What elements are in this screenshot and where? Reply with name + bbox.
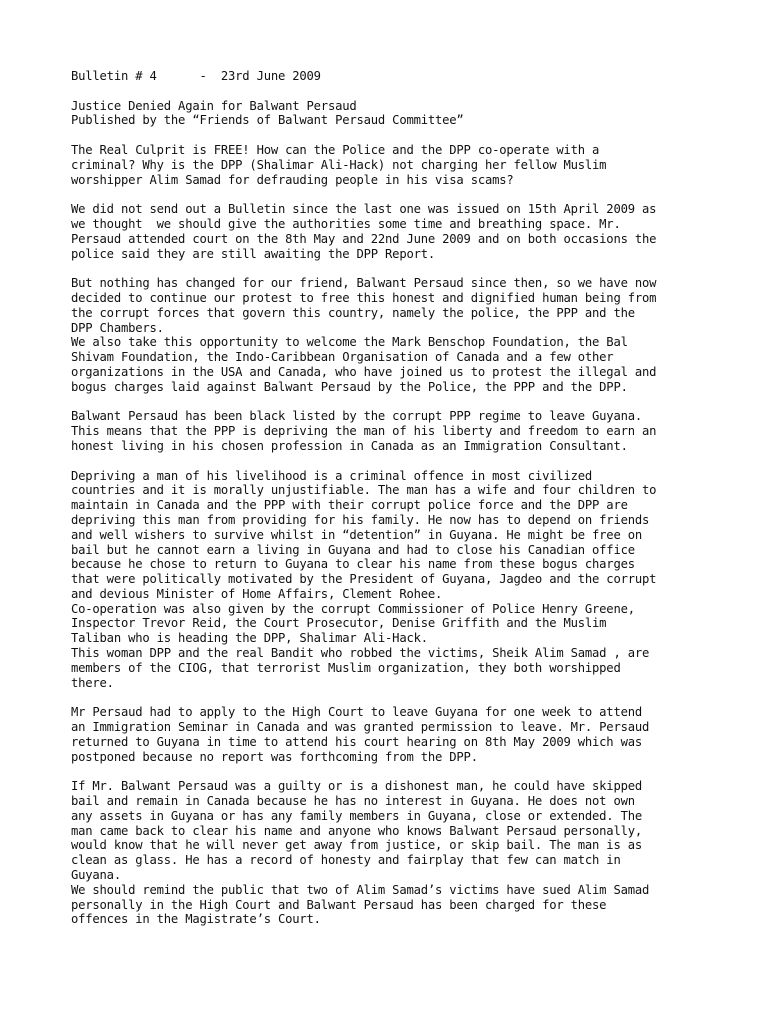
text-line: the corrupt forces that govern this country, namely the police, the PPP and the bbox=[71, 305, 635, 320]
text-line: offences in the Magistrate’s Court. bbox=[71, 912, 321, 927]
text-line: bogus charges laid against Balwant Persaud by the Police, the PPP and the DPP. bbox=[71, 379, 628, 394]
text-line: The Real Culprit is FREE! How can the Police and the DPP co-operate with a bbox=[71, 142, 600, 157]
paragraph-gap bbox=[71, 84, 731, 99]
text-line: clean as glass. He has a record of honesty and fairplay that few can match in bbox=[71, 853, 621, 868]
document-title: Justice Denied Again for Balwant Persaud bbox=[71, 98, 357, 113]
text-line: personally in the High Court and Balwant Persaud has been charged for these bbox=[71, 897, 607, 912]
text-line: Balwant Persaud has been black listed by the corrupt PPP regime to leave Guyana. bbox=[71, 409, 642, 424]
paragraph-7 bbox=[71, 779, 731, 927]
text-line: We should remind the public that two of Alim Samad’s victims have sued Alim Samad bbox=[71, 882, 650, 897]
text-line: because he chose to return to Guyana to clear his name from these bogus charges bbox=[71, 557, 635, 572]
text-line: returned to Guyana in time to attend his court hearing on 8th May 2009 which was bbox=[71, 734, 642, 749]
paragraph-2 bbox=[71, 202, 731, 261]
text-line: and devious Minister of Home Affairs, Clement Rohee. bbox=[71, 586, 443, 601]
paragraph-5 bbox=[71, 469, 731, 691]
paragraph-gap bbox=[71, 128, 731, 143]
text-line: that were politically motivated by the President of Guyana, Jagdeo and the corrupt bbox=[71, 572, 657, 587]
text-line: organizations in the USA and Canada, who have joined us to protest the illegal and bbox=[71, 364, 657, 379]
text-line: would know that he will never get away from justice, or skip bail. The man is as bbox=[71, 838, 642, 853]
paragraph-6 bbox=[71, 705, 731, 764]
text-line: DPP Chambers. bbox=[71, 320, 164, 335]
paragraph-gap bbox=[71, 261, 731, 276]
bulletin-header: Bulletin # 4 - 23rd June 2009 bbox=[71, 69, 321, 83]
text-line: an Immigration Seminar in Canada and was granted permission to leave. Mr. Persaud bbox=[71, 720, 650, 735]
text-line: there. bbox=[71, 675, 114, 690]
text-line: Taliban who is heading the DPP, Shalimar Ali-Hack. bbox=[71, 631, 428, 646]
text-line: Persaud attended court on the 8th May and 22nd June 2009 and on both occasions the bbox=[71, 231, 657, 246]
document-page bbox=[71, 69, 731, 927]
paragraph-4 bbox=[71, 409, 731, 453]
text-line: Guyana. bbox=[71, 868, 121, 883]
text-line: This means that the PPP is depriving the man of his liberty and freedom to earn an bbox=[71, 424, 657, 439]
text-line: countries and it is morally unjustifiable. The man has a wife and four children to bbox=[71, 483, 657, 498]
text-line: If Mr. Balwant Persaud was a guilty or is a dishonest man, he could have skipped bbox=[71, 779, 642, 794]
text-line: maintain in Canada and the PPP with their corrupt police force and the DPP are bbox=[71, 498, 628, 513]
text-line: Co-operation was also given by the corrupt Commissioner of Police Henry Greene, bbox=[71, 601, 635, 616]
paragraph-1 bbox=[71, 143, 731, 187]
text-line: criminal? Why is the DPP (Shalimar Ali-Hack) not charging her fellow Muslim bbox=[71, 157, 607, 172]
text-line: depriving this man from providing for his family. He now has to depend on friends bbox=[71, 512, 650, 527]
text-line: This woman DPP and the real Bandit who robbed the victims, Sheik Alim Samad , are bbox=[71, 646, 650, 661]
text-line: members of the CIOG, that terrorist Muslim organization, they both worshipped bbox=[71, 660, 621, 675]
text-line: any assets in Guyana or has any family members in Guyana, close or extended. The bbox=[71, 808, 642, 823]
text-line: police said they are still awaiting the DPP Report. bbox=[71, 246, 436, 261]
text-line: worshipper Alim Samad for defrauding people in his visa scams? bbox=[71, 172, 514, 187]
text-line: and well wishers to survive whilst in “detention” in Guyana. He might be free on bbox=[71, 527, 642, 542]
text-line: honest living in his chosen profession in Canada as an Immigration Consultant. bbox=[71, 438, 628, 453]
paragraph-gap bbox=[71, 690, 731, 705]
paragraph-gap bbox=[71, 764, 731, 779]
text-line: postponed because no report was forthcoming from the DPP. bbox=[71, 749, 478, 764]
text-line: Depriving a man of his livelihood is a criminal offence in most civilized bbox=[71, 468, 593, 483]
text-line: man came back to clear his name and anyone who knows Balwant Persaud personally, bbox=[71, 823, 642, 838]
text-line: we thought we should give the authorities some time and breathing space. Mr. bbox=[71, 216, 621, 231]
paragraph-3 bbox=[71, 276, 731, 394]
text-line: bail and remain in Canada because he has no interest in Guyana. He does not own bbox=[71, 794, 635, 809]
text-line: We also take this opportunity to welcome the Mark Benschop Foundation, the Bal bbox=[71, 335, 628, 350]
document-subtitle: Published by the “Friends of Balwant Persaud Committee” bbox=[71, 113, 464, 128]
title-block bbox=[71, 99, 731, 129]
text-line: Inspector Trevor Reid, the Court Prosecutor, Denise Griffith and the Muslim bbox=[71, 616, 607, 631]
paragraph-gap bbox=[71, 395, 731, 410]
text-line: bail but he cannot earn a living in Guyana and had to close his Canadian office bbox=[71, 542, 635, 557]
text-line: Shivam Foundation, the Indo-Caribbean Organisation of Canada and a few other bbox=[71, 350, 614, 365]
text-line: But nothing has changed for our friend, Balwant Persaud since then, so we have now bbox=[71, 276, 657, 291]
text-line: Mr Persaud had to apply to the High Court to leave Guyana for one week to attend bbox=[71, 705, 642, 720]
text-line: We did not send out a Bulletin since the last one was issued on 15th April 2009 as bbox=[71, 202, 657, 217]
text-line: decided to continue our protest to free this honest and dignified human being from bbox=[71, 290, 657, 305]
paragraph-gap bbox=[71, 187, 731, 202]
paragraph-gap bbox=[71, 454, 731, 469]
